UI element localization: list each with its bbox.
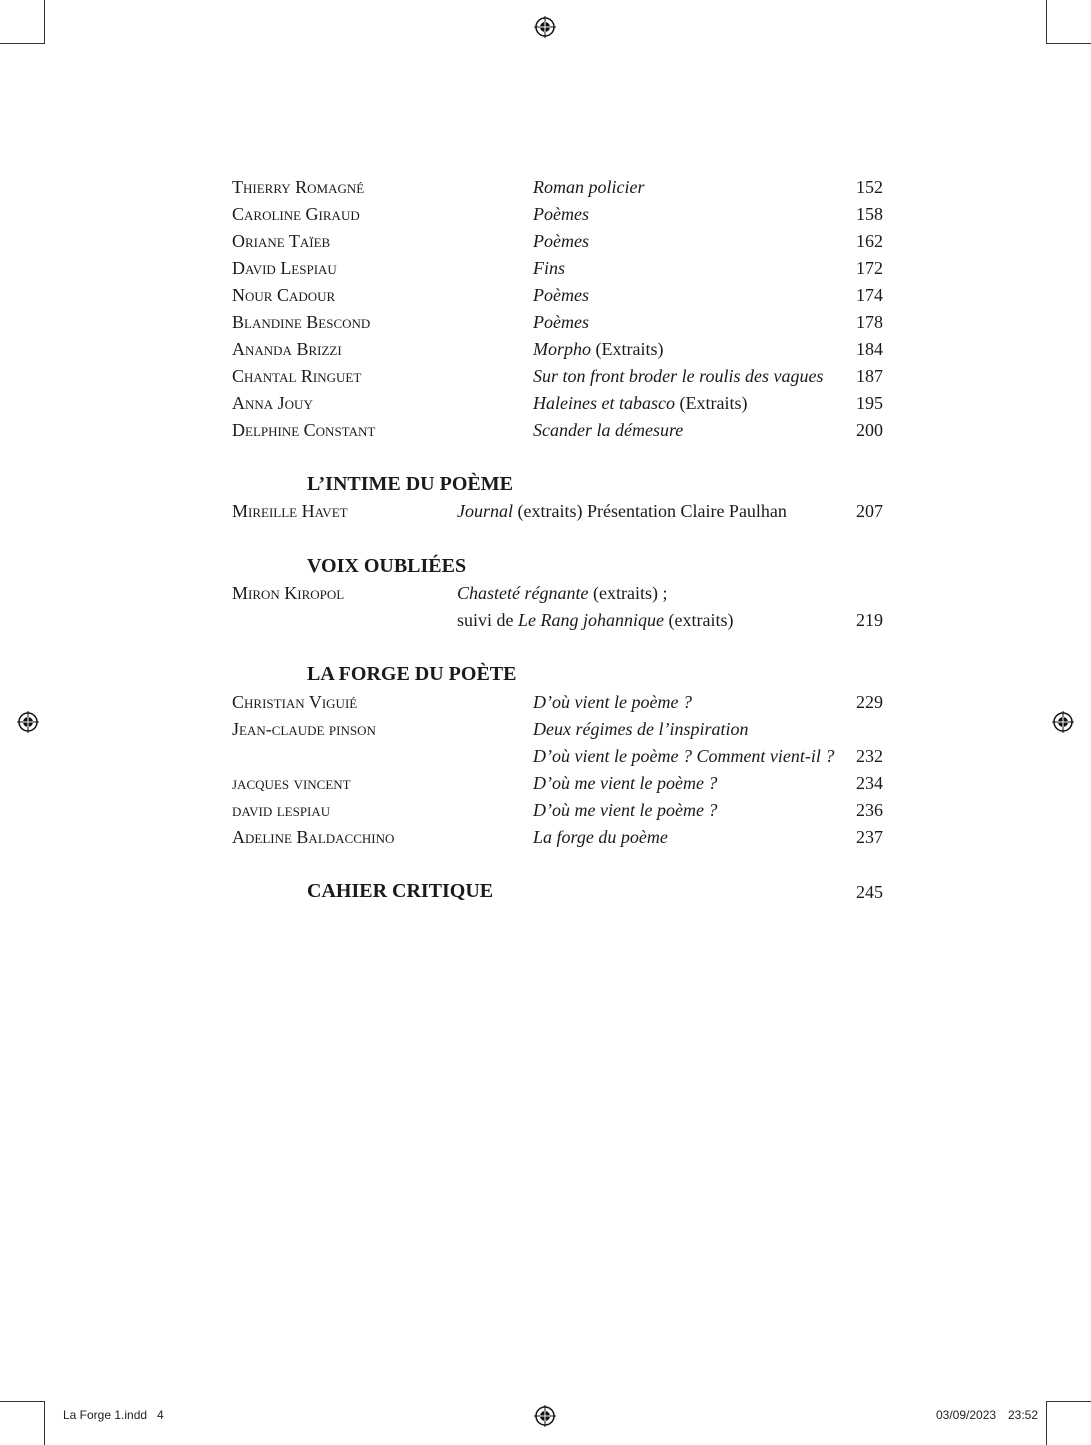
entry-page: 172 — [856, 258, 883, 278]
entry-title: Poèmes — [533, 285, 589, 305]
entry-page: 245 — [856, 882, 883, 902]
entry-title: Roman policier — [533, 177, 645, 197]
toc-entry — [0, 390, 1091, 417]
entry-title: D’où vient le poème ? Comment vient-il ? — [533, 746, 835, 766]
entry-page: 187 — [856, 366, 883, 386]
toc-entry — [0, 255, 1091, 282]
toc-entry — [0, 770, 1091, 797]
registration-mark-icon — [534, 16, 556, 38]
registration-mark-icon — [534, 1405, 556, 1427]
entry-author: Adeline Baldacchino — [232, 827, 395, 847]
toc-entry — [0, 201, 1091, 228]
entry-title: La forge du poème — [533, 827, 668, 847]
entry-page: 232 — [856, 746, 883, 766]
section-heading: VOIX OUBLIÉES — [307, 555, 467, 577]
entry-page: 158 — [856, 204, 883, 224]
entry-title: D’où me vient le poème ? — [533, 800, 718, 820]
entry-title: Chasteté régnante (extraits) ; — [457, 583, 668, 603]
entry-page: 152 — [856, 177, 883, 197]
entry-author: Blandine Bescond — [232, 312, 371, 332]
slug-time: 23:52 — [1008, 1408, 1039, 1422]
entry-title: Haleines et tabasco (Extraits) — [533, 393, 748, 413]
entry-title: Sur ton front broder le roulis des vagues — [533, 366, 824, 386]
toc-entry — [0, 824, 1091, 851]
entry-author: David Lespiau — [232, 258, 337, 278]
entry-page: 178 — [856, 312, 883, 332]
entry-page: 207 — [856, 501, 883, 521]
crop-mark-top-left-v — [44, 0, 45, 44]
entry-page: 174 — [856, 285, 883, 305]
toc-entry — [0, 309, 1091, 336]
entry-title: D’où me vient le poème ? — [533, 773, 718, 793]
entry-author: Nour Cadour — [232, 285, 336, 305]
entry-page: 234 — [856, 773, 883, 793]
crop-mark-top-left-h — [0, 43, 44, 44]
slug-filename: La Forge 1.indd 4 — [63, 1408, 164, 1422]
entry-author: Delphine Constant — [232, 420, 376, 440]
section-heading: L’INTIME DU POÈME — [307, 473, 513, 495]
entry-page: 162 — [856, 231, 883, 251]
entry-page: 236 — [856, 800, 883, 820]
crop-mark-top-right-v — [1046, 0, 1047, 44]
entry-title: Poèmes — [533, 204, 589, 224]
crop-mark-bottom-left-v — [44, 1401, 45, 1445]
section-heading: CAHIER CRITIQUE — [307, 880, 494, 902]
entry-author: Caroline Giraud — [232, 204, 360, 224]
crop-mark-bottom-left-h — [0, 1401, 44, 1402]
toc-entry — [0, 580, 1091, 607]
entry-author: Chantal Ringuet — [232, 366, 362, 386]
entry-page: 184 — [856, 339, 883, 359]
crop-mark-top-right-h — [1047, 43, 1091, 44]
entry-author: Mireille Havet — [232, 501, 348, 521]
entry-author: jacques vincent — [232, 773, 351, 793]
slug-date: 03/09/2023 — [936, 1408, 997, 1422]
toc-entry — [0, 716, 1091, 743]
toc-entry — [0, 363, 1091, 390]
toc-entry — [0, 498, 1091, 525]
entry-title: Poèmes — [533, 231, 589, 251]
entry-page: 200 — [856, 420, 883, 440]
entry-author: Jean-claude pinson — [232, 719, 376, 739]
toc-entry — [0, 797, 1091, 824]
entry-title: Scander la démesure — [533, 420, 684, 440]
toc-entry — [0, 336, 1091, 363]
entry-title: Journal (extraits) Présentation Claire Paulhan — [457, 501, 787, 521]
toc-entry — [0, 417, 1091, 444]
toc-entry-continued — [0, 607, 1091, 634]
entry-page: 229 — [856, 692, 883, 712]
entry-author: david lespiau — [232, 800, 331, 820]
crop-mark-bottom-right-v — [1046, 1401, 1047, 1445]
entry-author: Thierry Romagné — [232, 177, 365, 197]
toc-entry — [0, 228, 1091, 255]
toc-entry — [0, 174, 1091, 201]
entry-author: Miron Kiropol — [232, 583, 345, 603]
entry-author: Ananda Brizzi — [232, 339, 342, 359]
entry-title: Fins — [533, 258, 566, 278]
entry-title: Deux régimes de l’inspiration — [533, 719, 749, 739]
toc-entry — [0, 689, 1091, 716]
section-heading: LA FORGE DU POÈTE — [307, 663, 517, 685]
entry-title: Poèmes — [533, 312, 589, 332]
entry-title: D’où vient le poème ? — [533, 692, 692, 712]
toc-entry — [0, 282, 1091, 309]
crop-mark-bottom-right-h — [1047, 1401, 1091, 1402]
entry-author: Oriane Taïeb — [232, 231, 331, 251]
entry-author: Christian Viguié — [232, 692, 358, 712]
entry-page: 219 — [856, 610, 883, 630]
entry-title: suivi de Le Rang johannique (extraits) — [457, 610, 734, 630]
entry-author: Anna Jouy — [232, 393, 313, 413]
toc-entry — [0, 743, 1091, 770]
entry-page: 195 — [856, 393, 883, 413]
entry-title: Morpho (Extraits) — [533, 339, 664, 359]
entry-page: 237 — [856, 827, 883, 847]
